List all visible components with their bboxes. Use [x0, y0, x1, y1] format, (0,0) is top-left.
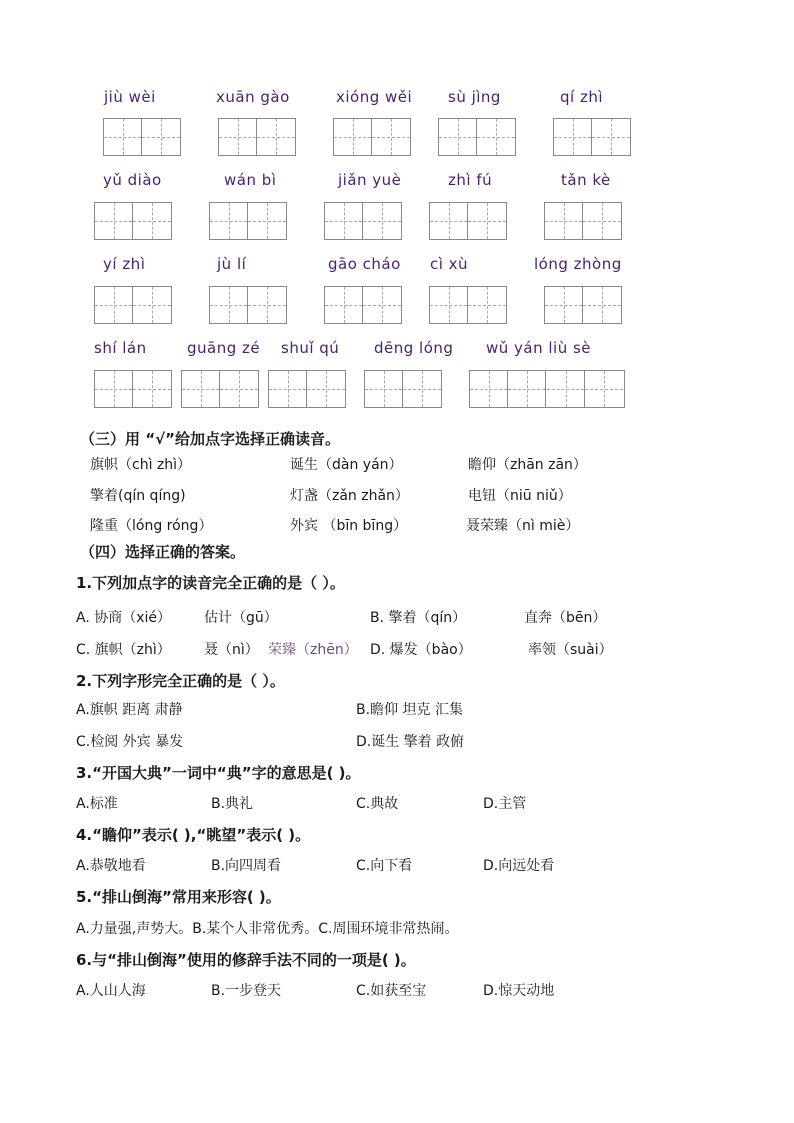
writing-box[interactable]: [438, 118, 516, 156]
q4-opt: B.向四周看: [211, 858, 282, 874]
writing-box[interactable]: [429, 202, 507, 240]
q3-opt: D.主管: [483, 796, 527, 812]
writing-box[interactable]: [103, 118, 181, 156]
pinyin-3-4: cì xù: [430, 255, 469, 273]
q1-stem: 1.下列加点字的读音完全正确的是（ ）。: [76, 574, 345, 592]
pinyin-4-2: guāng zé: [187, 339, 261, 357]
writing-box[interactable]: [429, 286, 507, 324]
q4-stem: 4.“瞻仰”表示( ),“眺望”表示( )。: [76, 826, 311, 844]
s3-item: 隆重（lóng róng）: [90, 518, 213, 534]
pinyin-2-1: yǔ diào: [103, 171, 162, 189]
writing-box[interactable]: [181, 370, 259, 408]
pinyin-3-1: yí zhì: [103, 255, 146, 273]
q2-a: A.旗帜 距离 肃静: [76, 702, 183, 718]
q1-a1: A. 协商（xié）: [76, 610, 172, 626]
q2-b: B.瞻仰 坦克 汇集: [356, 702, 463, 718]
pinyin-4-4: dēng lóng: [374, 339, 454, 357]
s3-item: 瞻仰（zhān zān）: [468, 457, 587, 473]
q6-opt: A.人山人海: [76, 983, 146, 999]
q1-a2: 估计（gū）: [204, 610, 278, 626]
section3-title: （三）用 “√”给加点字选择正确读音。: [80, 430, 340, 448]
q2-d: D.诞生 擎着 政俯: [356, 734, 465, 750]
pinyin-3-2: jù lí: [217, 255, 247, 273]
q5-stem: 5.“排山倒海”常用来形容( )。: [76, 888, 281, 906]
q1-b2: 直奔（bēn）: [524, 610, 607, 626]
q3-opt: C.典故: [356, 796, 399, 812]
s3-item: 电钮（niū niǔ）: [468, 488, 572, 504]
q4-opt: D.向远处看: [483, 858, 555, 874]
pinyin-1-5: qí zhì: [560, 88, 604, 106]
q1-b1: B. 擎着（qín）: [370, 610, 467, 626]
writing-box[interactable]: [94, 286, 172, 324]
s3-item: 旗帜（chì zhì）: [90, 457, 192, 473]
writing-box[interactable]: [324, 202, 402, 240]
pinyin-4-1: shí lán: [94, 339, 147, 357]
pinyin-1-2: xuān gào: [216, 88, 290, 106]
s3-item: 聂荣臻（nì miè）: [466, 518, 580, 534]
writing-box[interactable]: [544, 286, 622, 324]
pinyin-1-1: jiù wèi: [104, 88, 156, 106]
q3-opt: A.标准: [76, 796, 118, 812]
q2-c: C.检阅 外宾 暴发: [76, 734, 184, 750]
q1-d2: 率领（suài）: [528, 642, 613, 658]
q3-opt: B.典礼: [211, 796, 254, 812]
q6-stem: 6.与“排山倒海”使用的修辞手法不同的一项是( )。: [76, 951, 416, 969]
section4-title: （四）选择正确的答案。: [80, 543, 246, 561]
writing-box[interactable]: [553, 118, 631, 156]
s3-item: 外宾 （bīn bīng）: [290, 518, 408, 534]
pinyin-1-4: sù jìng: [448, 88, 501, 106]
writing-box[interactable]: [218, 118, 296, 156]
q1-c3: 荣臻（zhēn）: [268, 642, 358, 658]
pinyin-1-3: xióng wěi: [336, 88, 413, 106]
pinyin-4-3: shuǐ qú: [281, 339, 340, 357]
q2-stem: 2.下列字形完全正确的是（ ）。: [76, 672, 285, 690]
pinyin-2-3: jiǎn yuè: [338, 171, 402, 189]
q1-c2: 聂（nì）: [204, 642, 259, 658]
q5-options: A.力量强,声势大。B.某个人非常优秀。C.周围环境非常热闹。: [76, 921, 459, 937]
pinyin-3-5: lóng zhòng: [534, 255, 622, 273]
q3-stem: 3.“开国大典”一词中“典”字的意思是( )。: [76, 764, 361, 782]
q6-opt: D.惊天动地: [483, 983, 555, 999]
pinyin-2-2: wán bì: [224, 171, 277, 189]
q1-c1: C. 旗帜（zhì）: [76, 642, 171, 658]
s3-item: 擎着(qín qíng): [90, 488, 186, 504]
q6-opt: C.如获至宝: [356, 983, 427, 999]
pinyin-3-3: gāo cháo: [328, 255, 401, 273]
writing-box-wide[interactable]: [469, 370, 625, 408]
q4-opt: C.向下看: [356, 858, 413, 874]
q6-opt: B.一步登天: [211, 983, 282, 999]
writing-box[interactable]: [209, 202, 287, 240]
writing-box[interactable]: [333, 118, 411, 156]
writing-box[interactable]: [324, 286, 402, 324]
q1-d1: D. 爆发（bào）: [370, 642, 472, 658]
writing-box[interactable]: [364, 370, 442, 408]
s3-item: 灯盏（zǎn zhǎn）: [290, 488, 409, 504]
writing-box[interactable]: [94, 202, 172, 240]
writing-box[interactable]: [209, 286, 287, 324]
q4-opt: A.恭敬地看: [76, 858, 146, 874]
writing-box[interactable]: [268, 370, 346, 408]
pinyin-4-5: wǔ yán liù sè: [486, 339, 592, 357]
pinyin-2-5: tǎn kè: [561, 171, 611, 189]
s3-item: 诞生（dàn yán）: [290, 457, 403, 473]
writing-box[interactable]: [544, 202, 622, 240]
pinyin-2-4: zhì fú: [448, 171, 493, 189]
writing-box[interactable]: [94, 370, 172, 408]
